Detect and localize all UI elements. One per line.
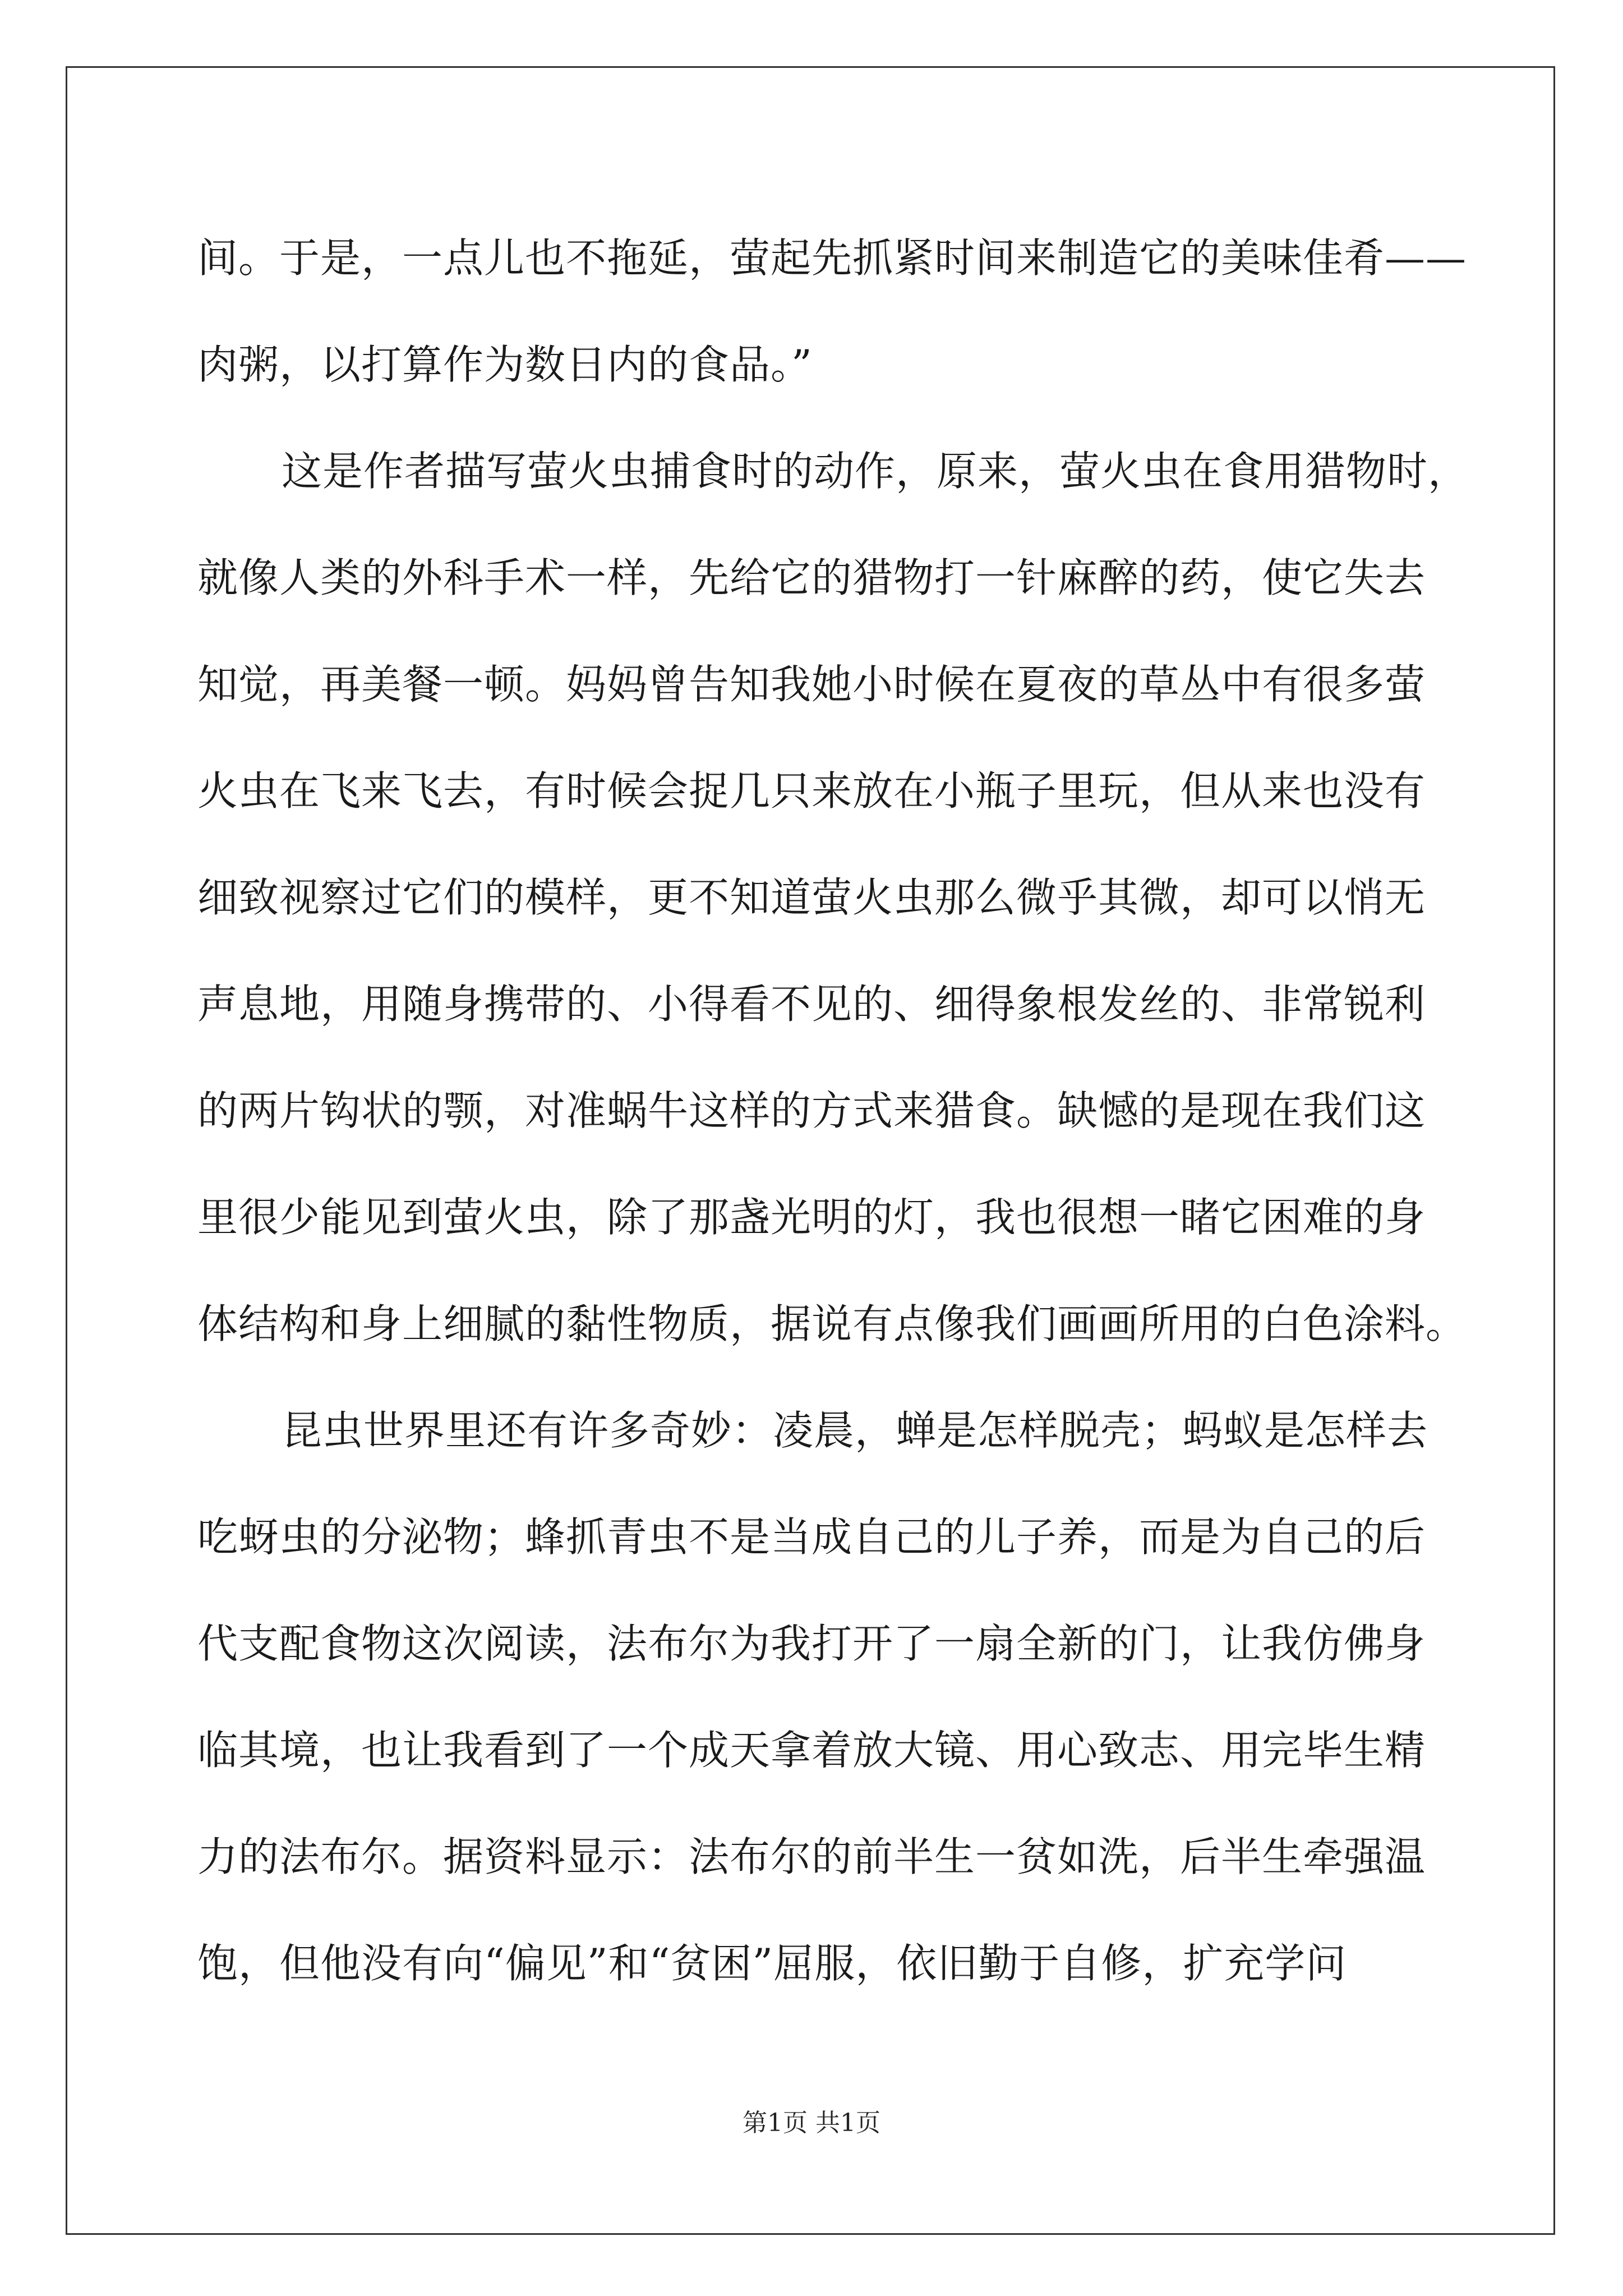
text-line: 代支配食物这次阅读，法布尔为我打开了一扇全新的门，让我仿佛身 <box>197 1620 1426 1667</box>
text-line: 临其境，也让我看到了一个成天拿着放大镜、用心致志、用完毕生精 <box>197 1727 1426 1774</box>
text-line: 就像人类的外科手术一样，先给它的猎物打一针麻醉的药，使它失去 <box>197 554 1426 601</box>
text-line: 知觉，再美餐一顿。妈妈曾告知我她小时候在夏夜的草丛中有很多萤 <box>197 661 1426 708</box>
text-line: 声息地，用随身携带的、小得看不见的、细得象根发丝的、非常锐利 <box>197 981 1426 1028</box>
text-line: 这是作者描写萤火虫捕食时的动作，原来，萤火虫在食用猎物时， <box>282 448 1469 495</box>
text-line: 的两片钩状的颚，对准蜗牛这样的方式来猎食。缺憾的是现在我们这 <box>197 1087 1426 1134</box>
text-line: 吃蚜虫的分泌物；蜂抓青虫不是当成自己的儿子养，而是为自己的后 <box>197 1513 1426 1561</box>
document-body <box>197 205 1469 2017</box>
text-line: 里很少能见到萤火虫，除了那盏光明的灯，我也很想一睹它困难的身 <box>197 1194 1426 1241</box>
text-line: 饱，但他没有向“偏见”和“贫困”屈服，依旧勤于自修，扩充学问 <box>197 1940 1347 1987</box>
text-line: 体结构和身上细腻的黏性物质，据说有点像我们画画所用的白色涂料。 <box>197 1300 1467 1347</box>
text-line: 火虫在飞来飞去，有时候会捉几只来放在小瓶子里玩，但从来也没有 <box>197 767 1426 815</box>
text-line: 昆虫世界里还有许多奇妙：凌晨，蝉是怎样脱壳；蚂蚁是怎样去 <box>282 1407 1428 1454</box>
text-line: 力的法布尔。据资料显示：法布尔的前半生一贫如洗，后半生牵强温 <box>197 1833 1426 1880</box>
text-line: 肉粥，以打算作为数日内的食品。” <box>197 341 813 388</box>
text-line: 细致视察过它们的模样，更不知道萤火虫那么微乎其微，却可以悄无 <box>197 874 1426 921</box>
page-number-footer: 第1页 共1页 <box>743 2109 880 2137</box>
text-line: 间。于是，一点儿也不拖延，萤起先抓紧时间来制造它的美味佳肴—— <box>197 234 1467 282</box>
